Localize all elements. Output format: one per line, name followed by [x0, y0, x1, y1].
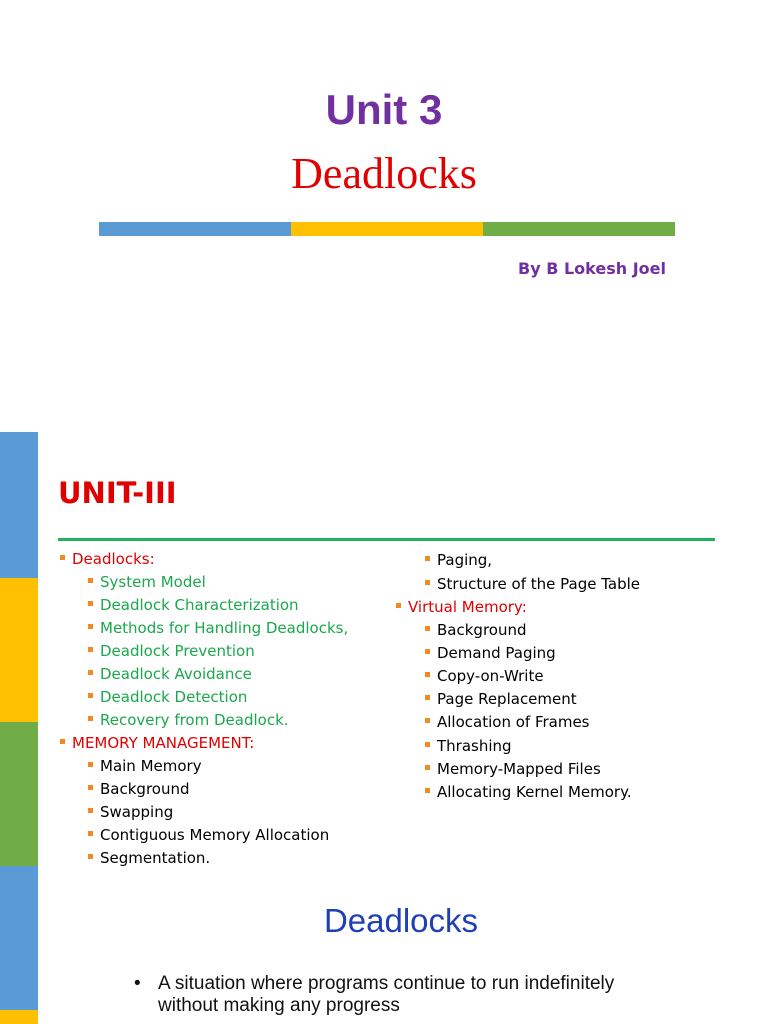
bullet-icon	[425, 765, 430, 770]
bullet-icon	[425, 742, 430, 747]
list-item: Allocating Kernel Memory.	[425, 783, 632, 801]
bullet-icon	[425, 695, 430, 700]
bullet-icon	[88, 578, 93, 583]
side-bar-segment-2	[0, 578, 38, 722]
bullet-icon	[425, 718, 430, 723]
bullet-icon	[425, 672, 430, 677]
list-item: Deadlocks:	[60, 550, 155, 568]
bullet-icon	[88, 831, 93, 836]
list-item: Deadlock Avoidance	[88, 665, 252, 683]
list-item: Allocation of Frames	[425, 713, 590, 731]
list-item: Main Memory	[88, 757, 202, 775]
side-bar-segment-5	[0, 1010, 38, 1024]
title-bar-green	[483, 222, 675, 236]
unit-heading: UNIT-III	[58, 476, 177, 510]
list-item: Background	[425, 621, 527, 639]
slide-title: Deadlocks	[291, 149, 477, 198]
list-item: Contiguous Memory Allocation	[88, 826, 329, 844]
list-item: Background	[88, 780, 190, 798]
bullet-icon	[60, 555, 65, 560]
bullet-icon	[425, 626, 430, 631]
list-item: Demand Paging	[425, 644, 556, 662]
bullet-icon	[88, 762, 93, 767]
bullet-icon	[60, 739, 65, 744]
list-item: Methods for Handling Deadlocks,	[88, 619, 348, 637]
side-bar-segment-1	[0, 432, 38, 578]
bullet-icon	[425, 556, 430, 561]
bullet-icon	[425, 649, 430, 654]
bullet-icon	[88, 601, 93, 606]
bullet-icon	[88, 716, 93, 721]
bullet-icon	[88, 854, 93, 859]
bullet-icon	[88, 647, 93, 652]
bullet-icon	[88, 785, 93, 790]
list-item: Thrashing	[425, 737, 512, 755]
heading-rule	[58, 538, 715, 541]
list-item: Copy-on-Write	[425, 667, 544, 685]
title-bar-blue	[99, 222, 291, 236]
bullet-icon	[425, 788, 430, 793]
section-title: Deadlocks	[323, 902, 479, 939]
bullet-icon: •	[134, 973, 141, 994]
list-item: Memory-Mapped Files	[425, 760, 601, 778]
unit-title: Unit 3	[325, 86, 443, 133]
list-item: Segmentation.	[88, 849, 210, 867]
bullet-icon	[396, 603, 401, 608]
list-item: Page Replacement	[425, 690, 577, 708]
list-item: Paging,	[425, 551, 492, 569]
bullet-icon	[88, 670, 93, 675]
bullet-text: A situation where programs continue to run indefinitely without making any progress	[158, 973, 615, 1016]
list-item: Virtual Memory:	[396, 598, 527, 616]
bullet-icon	[88, 693, 93, 698]
side-bar-segment-3	[0, 722, 38, 866]
list-item: System Model	[88, 573, 206, 591]
list-item: Deadlock Prevention	[88, 642, 255, 660]
list-item: Deadlock Characterization	[88, 596, 299, 614]
list-item: Structure of the Page Table	[425, 575, 640, 593]
bullet-icon	[88, 624, 93, 629]
list-item: Deadlock Detection	[88, 688, 247, 706]
bullet-icon	[88, 808, 93, 813]
list-item: Recovery from Deadlock.	[88, 711, 289, 729]
list-item: Swapping	[88, 803, 173, 821]
title-bar-yellow	[291, 222, 483, 236]
bullet-icon	[425, 580, 430, 585]
list-item: MEMORY MANAGEMENT:	[60, 734, 254, 752]
author-credit: By B Lokesh Joel	[518, 259, 666, 278]
